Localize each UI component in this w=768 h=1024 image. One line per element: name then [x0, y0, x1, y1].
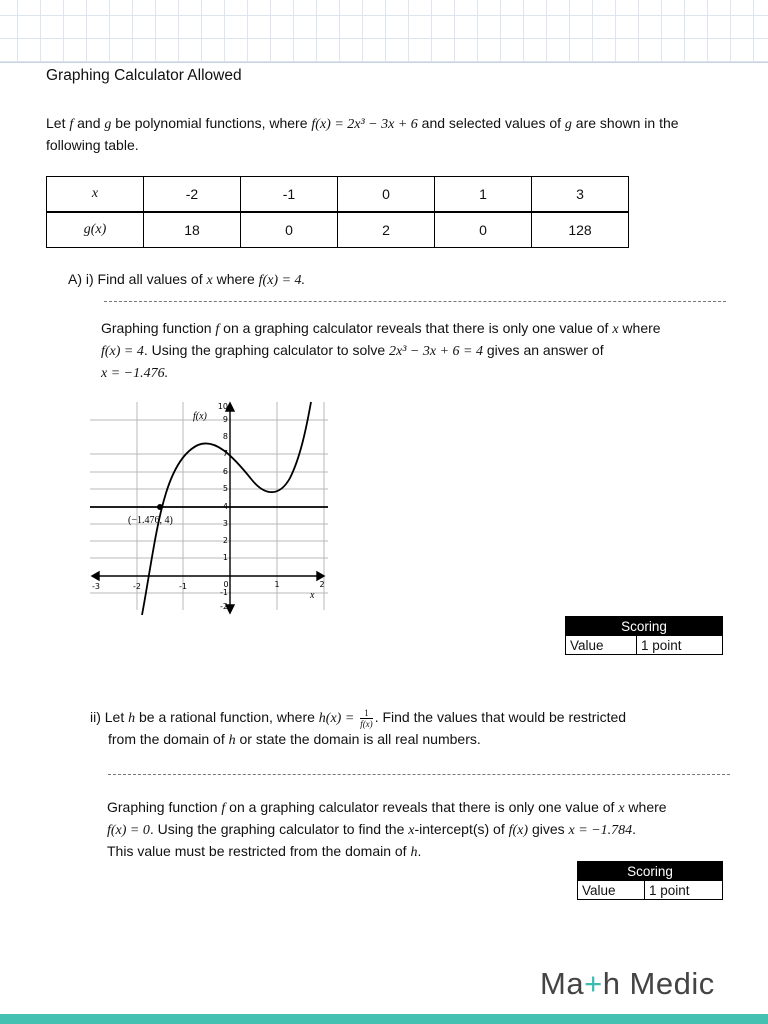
table-cell: 1 — [435, 177, 532, 213]
scoring-box-a — [565, 616, 723, 655]
answer-a-ii: Graphing function f on a graphing calculator reveals that there is only one value of x where f(x) = 0. Using the graphing calculator to find the x-intercept(s) of f(x) gives x = −1.784. This value must be restricted from the domain of h. — [107, 799, 667, 860]
table-cell: 128 — [532, 212, 629, 248]
scoring-label: Value — [566, 636, 637, 655]
scoring-title: Scoring — [566, 617, 723, 636]
graph-gridlines — [90, 402, 328, 610]
table-cell: 3 — [532, 177, 629, 213]
problem-intro: Let f and g be polynomial functions, where f(x) = 2x³ − 3x + 6 and selected values of g are shown in the following table. — [46, 115, 679, 153]
table-cell: -1 — [241, 177, 338, 213]
y-tick-label: 6 — [222, 467, 228, 476]
table-cell: 0 — [241, 212, 338, 248]
table-cell: -2 — [144, 177, 241, 213]
answer-divider — [108, 774, 730, 775]
footer-accent-bar — [0, 1014, 768, 1024]
scoring-points: 1 point — [637, 636, 723, 655]
x-tick-label: 2 — [319, 580, 325, 589]
graph-paper-header — [0, 0, 768, 62]
question-a-i: A) i) Find all values of x where f(x) = 4. — [68, 271, 306, 288]
math-medic-logo: Ma+h Medic — [540, 966, 715, 1001]
y-tick-label: 7 — [222, 449, 228, 458]
table-cell: 0 — [338, 177, 435, 213]
g-values-table — [46, 176, 629, 248]
answer-a-i: Graphing function f on a graphing calculator reveals that there is only one value of x where f(x) = 4. Using the graphing calculator to solve 2x³ − 3x + 6 = 4 gives an answer of x = −1.476. — [101, 320, 661, 381]
y-tick-label: 3 — [222, 519, 228, 528]
x-tick-label: -3 — [92, 582, 100, 591]
x-tick-label: 1 — [274, 580, 280, 589]
header-divider — [0, 62, 768, 63]
x-axis-label: x — [310, 590, 315, 601]
table-row — [47, 212, 629, 248]
y-axis-label: f(x) — [193, 411, 207, 422]
x-tick-label: 0 — [223, 580, 229, 589]
y-tick-label: 9 — [222, 415, 228, 424]
y-tick-label: 4 — [222, 502, 228, 511]
x-tick-label: -2 — [133, 582, 141, 591]
intersection-point — [157, 504, 163, 510]
scoring-label: Value — [578, 881, 645, 900]
y-tick-label: 8 — [222, 432, 228, 441]
table-row — [47, 177, 629, 213]
table-cell: 2 — [338, 212, 435, 248]
page-heading: Graphing Calculator Allowed — [46, 67, 242, 84]
scoring-title: Scoring — [578, 862, 723, 881]
table-cell: 18 — [144, 212, 241, 248]
scoring-box-b — [577, 861, 723, 900]
graph-axes — [92, 403, 324, 613]
table-header-x: x — [47, 177, 144, 213]
table-cell: 0 — [435, 212, 532, 248]
x-tick-label: -1 — [179, 582, 187, 591]
table-row-label-gx: g(x) — [47, 212, 144, 248]
y-tick-label: -1 — [220, 588, 228, 597]
answer-divider — [104, 301, 726, 302]
y-tick-label: 2 — [222, 536, 228, 545]
y-tick-label: 10 — [217, 402, 228, 411]
scoring-points: 1 point — [645, 881, 723, 900]
question-a-ii: ii) Let h be a rational function, where h(x) = $\frac{1}{f(x)}$ . Find the values that would be restricted from the domain of h or state the domain is all real numbers. — [90, 707, 627, 748]
y-tick-label: 1 — [222, 553, 228, 562]
y-tick-label: -2 — [220, 602, 228, 611]
function-graph — [88, 400, 338, 615]
fraction-one-over-fx: $\frac{1}{f(x)}$ — [360, 707, 373, 729]
point-label: (−1.476, 4) — [128, 515, 173, 526]
y-tick-label: 5 — [222, 484, 228, 493]
plus-icon: + — [584, 966, 603, 1001]
